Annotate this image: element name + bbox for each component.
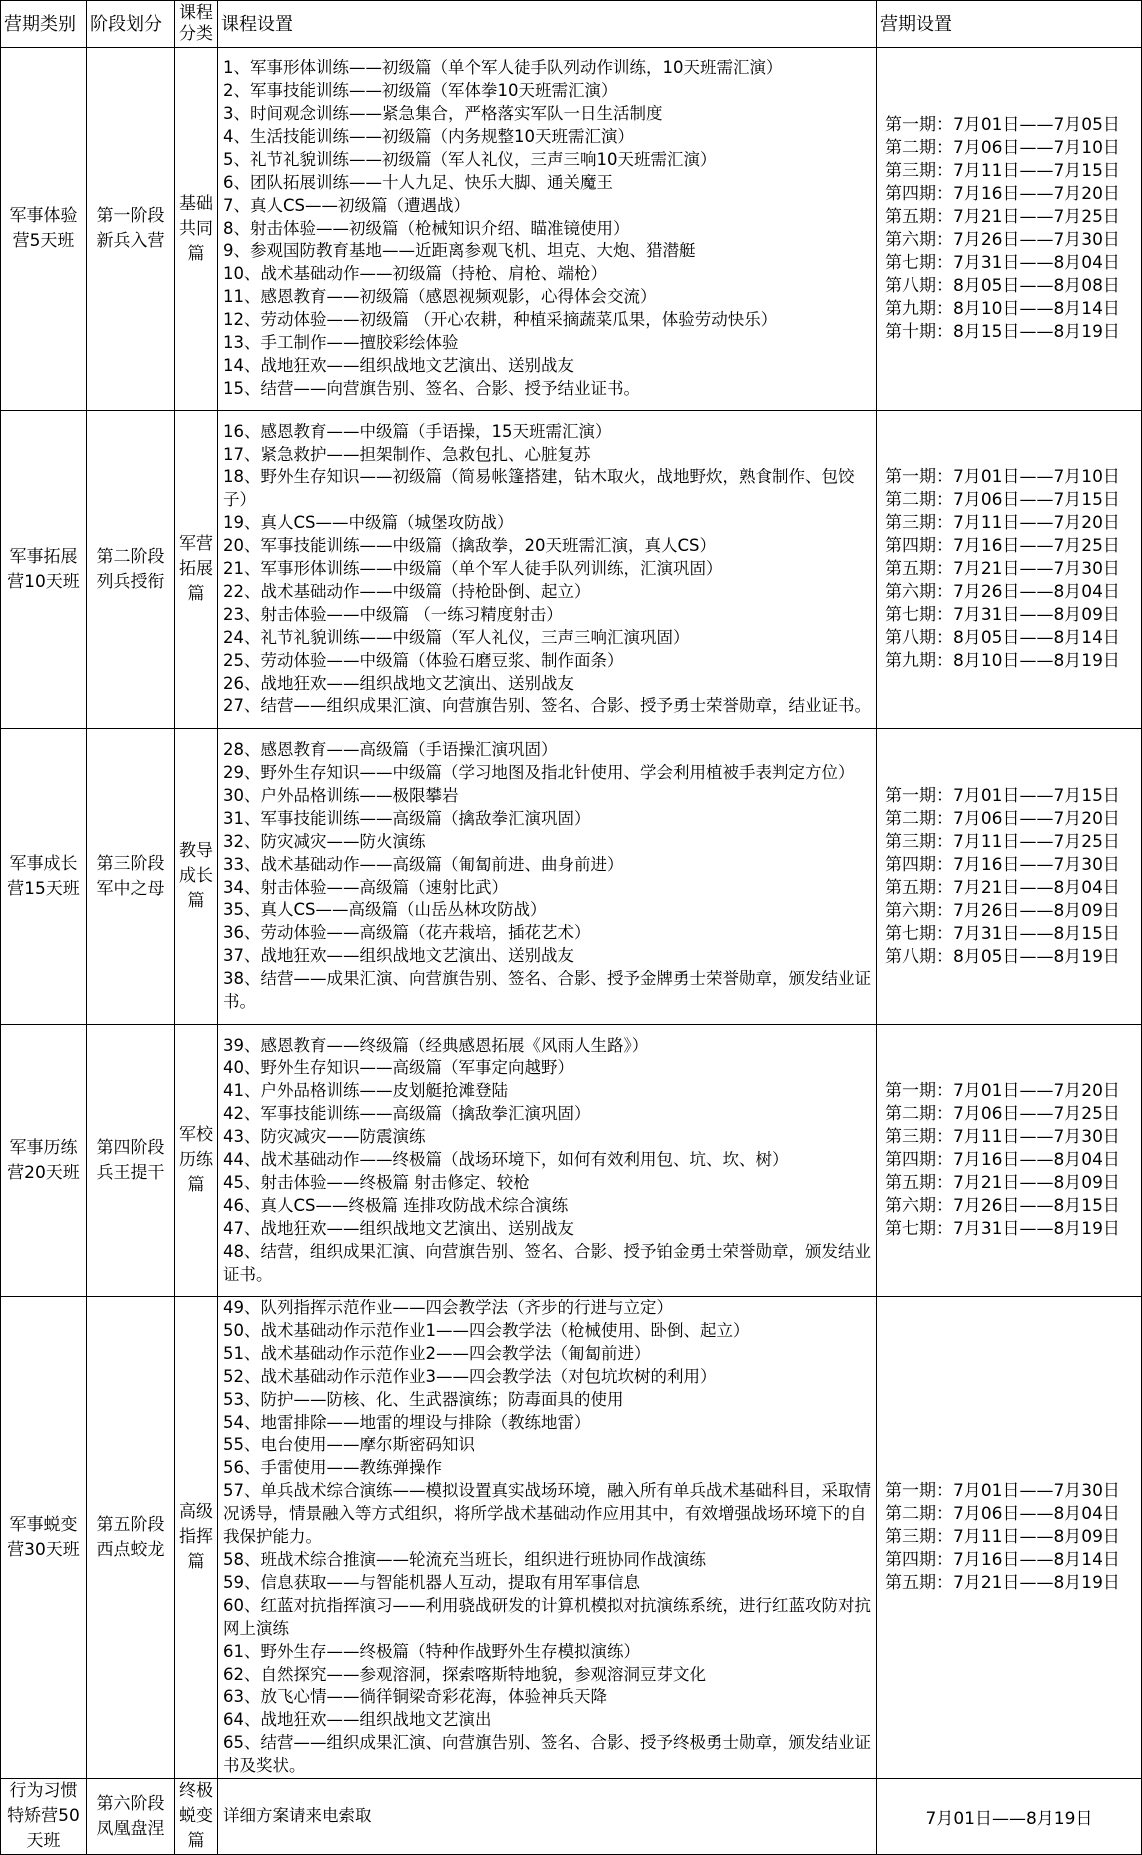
period-item: 第四期：7月16日——7月20日 [885,184,1120,204]
stage-cell: 第四阶段兵王提干 [87,1025,175,1297]
course-item: 64、战地狂欢——组织战地文艺演出 [223,1710,492,1730]
course-item: 29、野外生存知识——中级篇（学习地图及指北针使用、学会利用植被手表判定方位） [223,762,855,782]
course-item: 58、班战术综合推演——轮流充当班长，组织进行班协同作战演练 [223,1549,706,1569]
camp-type-cell: 军事成长营15天班 [1,729,87,1025]
course-item: 34、射击体验——高级篇（速射比武） [223,877,508,897]
periods-cell [877,411,1142,729]
camp-row [1,729,1142,1025]
period-item: 第一期：7月01日——7月05日 [885,115,1120,135]
course-item: 40、野外生存知识——高级篇（军事定向越野） [223,1058,574,1078]
period-item: 第七期：7月31日——8月04日 [885,253,1120,273]
course-item: 8、射击体验——初级篇（枪械知识介绍、瞄准镜使用） [223,218,630,238]
period-item: 第八期：8月05日——8月08日 [885,276,1120,296]
course-item: 46、真人CS——终极篇 连排攻防战术综合演练 [223,1195,569,1215]
category-cell: 基础共同篇 [175,48,218,411]
category-cell: 终极蜕变篇 [175,1779,218,1855]
stage-cell: 第二阶段列兵授衔 [87,411,175,729]
course-item: 52、战术基础动作示范作业3——四会教学法（对包坑坎树的利用） [223,1366,717,1386]
period-item: 第二期：7月06日——7月15日 [885,490,1120,510]
course-item: 27、结营——组织成果汇演、向营旗告别、签名、合影、授予勇士荣誉勋章，结业证书。 [223,696,871,716]
course-item: 18、野外生存知识——初级篇（简易帐篷搭建，钻木取火，战地野炊，熟食制作、包饺子） [223,467,855,510]
period-item: 第九期：8月10日——8月14日 [885,299,1120,319]
header-category: 课程分类 [175,1,218,48]
course-item: 15、结营——向营旗告别、签名、合影、授予结业证书。 [223,378,640,398]
period-item: 第三期：7月11日——7月20日 [885,513,1120,533]
periods-cell [877,1025,1142,1297]
course-item: 11、感恩教育——初级篇（感恩视频观影，心得体会交流） [223,287,657,307]
camp-row [1,1297,1142,1779]
course-item: 17、紧急救护——担架制作、急救包扎、心脏复苏 [223,444,591,464]
period-item: 第三期：7月11日——8月09日 [885,1527,1120,1548]
period-item: 第七期：7月31日——8月19日 [885,1219,1120,1239]
period-item: 第二期：7月06日——7月10日 [885,138,1120,158]
period-item: 第八期：8月05日——8月14日 [885,628,1120,648]
course-item: 26、战地狂欢——组织战地文艺演出、送别战友 [223,673,574,693]
course-item: 41、户外品格训练——皮划艇抢滩登陆 [223,1081,508,1101]
period-item: 第一期：7月01日——7月30日 [885,1481,1120,1502]
category-cell: 高级指挥篇 [175,1297,218,1779]
course-item: 50、战术基础动作示范作业1——四会教学法（枪械使用、卧倒、起立） [223,1320,750,1340]
course-item: 33、战术基础动作——高级篇（匍匐前进、曲身前进） [223,854,624,874]
camp-type-cell: 军事体验营5天班 [1,48,87,411]
category-cell: 军校历练篇 [175,1025,218,1297]
periods-cell [877,1297,1142,1779]
course-item: 1、军事形体训练——初级篇（单个军人徒手队列动作训练，10天班需汇演） [223,58,783,78]
periods-cell [877,1779,1142,1855]
courses-cell [218,48,877,411]
course-item: 7、真人CS——初级篇（遭遇战） [223,195,470,215]
camp-row [1,1025,1142,1297]
camp-type-cell: 军事蜕变营30天班 [1,1297,87,1779]
course-item: 36、劳动体验——高级篇（花卉栽培，插花艺术） [223,923,591,943]
course-item: 6、团队拓展训练——十人九足、快乐大脚、通关魔王 [223,172,613,192]
period-item: 第四期：7月16日——8月04日 [885,1150,1120,1170]
course-item: 61、野外生存——终极篇（特种作战野外生存模拟演练） [223,1641,640,1661]
course-item: 47、战地狂欢——组织战地文艺演出、送别战友 [223,1218,574,1238]
course-item: 22、战术基础动作——中级篇（持枪卧倒、起立） [223,581,591,601]
course-item: 31、军事技能训练——高级篇（擒敌拳汇演巩固） [223,808,591,828]
course-item: 42、军事技能训练——高级篇（擒敌拳汇演巩固） [223,1104,591,1124]
periods-cell [877,729,1142,1025]
period-item: 第八期：8月05日——8月19日 [885,946,1120,967]
course-item: 2、军事技能训练——初级篇（军体拳10天班需汇演） [223,81,618,101]
camp-row [1,1779,1142,1855]
period-item: 第七期：7月31日——8月09日 [885,605,1120,625]
course-item: 43、防灾减灾——防震演练 [223,1127,426,1147]
course-item: 55、电台使用——摩尔斯密码知识 [223,1435,475,1455]
period-item: 第六期：7月26日——8月04日 [885,582,1120,602]
stage-cell: 第三阶段军中之母 [87,729,175,1025]
period-item: 第五期：7月21日——8月19日 [885,1573,1120,1594]
period-item: 第五期：7月21日——8月09日 [885,1173,1120,1193]
courses-cell [218,1025,877,1297]
course-item: 5、礼节礼貌训练——初级篇（军人礼仪，三声三响10天班需汇演） [223,149,717,169]
period-item: 第四期：7月16日——7月30日 [885,854,1120,875]
course-item: 57、单兵战术综合演练——模拟设置真实战场环境，融入所有单兵战术基础科目，采取情况诱导，情景融入等方式组织，将所学战术基础动作应用其中，有效增强战场环境下的自我保护能力。 [223,1481,871,1547]
course-item: 45、射击体验——终极篇 射击修定、较枪 [223,1172,530,1192]
courses-cell [218,729,877,1025]
course-item: 38、结营——成果汇演、向营旗告别、签名、合影、授予金牌勇士荣誉勋章，颁发结业证书。 [223,969,871,1012]
course-item: 65、结营——组织成果汇演、向营旗告别、签名、合影、授予终极勇士勋章，颁发结业证书及奖状。 [223,1733,871,1776]
course-item: 12、劳动体验——初级篇 （开心农耕，种植采摘蔬菜瓜果，体验劳动快乐） [223,310,778,330]
course-item: 35、真人CS——高级篇（山岳丛林攻防战） [223,900,547,920]
course-item: 48、结营，组织成果汇演、向营旗告别、签名、合影、授予铂金勇士荣誉勋章，颁发结业证书。 [223,1241,871,1284]
period-item: 第一期：7月01日——7月20日 [885,1081,1120,1101]
header-courses: 课程设置 [218,1,877,48]
course-item: 59、信息获取——与智能机器人互动，提取有用军事信息 [223,1572,640,1592]
period-item: 7月01日——8月19日 [925,1809,1093,1830]
courses-cell [218,1779,877,1855]
stage-cell: 第六阶段凤凰盘涅 [87,1779,175,1855]
stage-cell: 第一阶段新兵入营 [87,48,175,411]
header-stage: 阶段划分 [87,1,175,48]
period-item: 第六期：7月26日——8月15日 [885,1196,1120,1216]
header-camp-type: 营期类别 [1,1,87,48]
camp-type-cell: 军事拓展营10天班 [1,411,87,729]
course-item: 30、户外品格训练——极限攀岩 [223,785,459,805]
period-item: 第一期：7月01日——7月10日 [885,467,1120,487]
courses-cell [218,1297,877,1779]
course-item: 24、礼节礼貌训练——中级篇（军人礼仪，三声三响汇演巩固） [223,627,690,647]
period-item: 第四期：7月16日——7月25日 [885,536,1120,556]
period-item: 第九期：8月10日——8月19日 [885,651,1120,671]
camp-type-cell: 行为习惯特矫营50天班 [1,1779,87,1855]
course-item: 51、战术基础动作示范作业2——四会教学法（匍匐前进） [223,1343,651,1363]
course-item: 9、参观国防教育基地——近距离参观飞机、坦克、大炮、猎潜艇 [223,241,696,261]
course-item: 54、地雷排除——地雷的埋设与排除（教练地雷） [223,1412,591,1432]
period-item: 第七期：7月31日——8月15日 [885,923,1120,944]
course-item: 49、队列指挥示范作业——四会教学法（齐步的行进与立定） [223,1298,673,1317]
camp-type-cell: 军事历练营20天班 [1,1025,87,1297]
course-item: 16、感恩教育——中级篇（手语操，15天班需汇演） [223,421,612,441]
course-item: 20、军事技能训练——中级篇（擒敌拳，20天班需汇演，真人CS） [223,536,716,556]
period-item: 第五期：7月21日——7月30日 [885,559,1120,579]
periods-cell [877,48,1142,411]
course-item: 23、射击体验——中级篇 （一练习精度射击） [223,604,563,624]
course-item: 32、防灾减灾——防火演练 [223,831,426,851]
period-item: 第四期：7月16日——8月14日 [885,1550,1120,1571]
period-item: 第三期：7月11日——7月25日 [885,831,1120,852]
course-item: 3、时间观念训练——紧急集合，严格落实军队一日生活制度 [223,104,663,124]
course-item: 4、生活技能训练——初级篇（内务规整10天班需汇演） [223,126,634,146]
course-item: 19、真人CS——中级篇（城堡攻防战） [223,513,514,533]
course-item: 28、感恩教育——高级篇（手语操汇演巩固） [223,740,558,760]
period-item: 第三期：7月11日——7月30日 [885,1127,1120,1147]
courses-cell [218,411,877,729]
course-item: 13、手工制作——擅胶彩绘体验 [223,333,459,353]
period-item: 第五期：7月21日——7月25日 [885,207,1120,227]
course-item: 39、感恩教育——终级篇（经典感恩拓展《风雨人生路》） [223,1035,649,1055]
stage-cell: 第五阶段西点蛟龙 [87,1297,175,1779]
header-row [1,1,1142,48]
category-cell: 教导成长篇 [175,729,218,1025]
camp-row [1,411,1142,729]
period-item: 第二期：7月06日——7月20日 [885,808,1120,829]
course-item: 14、战地狂欢——组织战地文艺演出、送别战友 [223,355,574,375]
period-item: 第六期：7月26日——7月30日 [885,230,1120,250]
course-item: 25、劳动体验——中级篇（体验石磨豆浆、制作面条） [223,650,624,670]
period-item: 第一期：7月01日——7月15日 [885,785,1120,806]
course-item: 详细方案请来电索取 [223,1806,372,1826]
course-item: 63、放飞心情——徜徉铜梁奇彩花海，体验神兵天降 [223,1687,607,1707]
course-item: 37、战地狂欢——组织战地文艺演出、送别战友 [223,946,574,966]
period-item: 第十期：8月15日——8月19日 [885,322,1120,342]
period-item: 第二期：7月06日——7月25日 [885,1104,1120,1124]
period-item: 第二期：7月06日——8月04日 [885,1504,1120,1525]
course-item: 56、手雷使用——教练弹操作 [223,1458,442,1478]
course-item: 60、红蓝对抗指挥演习——利用骁战研发的计算机模拟对抗演练系统，进行红蓝攻防对抗网上演练 [223,1595,871,1638]
course-item: 53、防护——防核、化、生武器演练；防毒面具的使用 [223,1389,624,1409]
period-item: 第六期：7月26日——8月09日 [885,900,1120,921]
period-item: 第五期：7月21日——8月04日 [885,877,1120,898]
header-periods: 营期设置 [877,1,1142,48]
category-cell: 军营拓展篇 [175,411,218,729]
period-item: 第三期：7月11日——7月15日 [885,161,1120,181]
camp-row [1,48,1142,411]
course-item: 21、军事形体训练——中级篇（单个军人徒手队列训练，汇演巩固） [223,559,723,579]
course-item: 62、自然探究——参观溶洞，探索喀斯特地貌，参观溶洞豆芽文化 [223,1664,706,1684]
course-item: 10、战术基础动作——初级篇（持枪、肩枪、端枪） [223,264,607,284]
course-item: 44、战术基础动作——终极篇（战场环境下，如何有效利用包、坑、坎、树） [223,1150,789,1170]
